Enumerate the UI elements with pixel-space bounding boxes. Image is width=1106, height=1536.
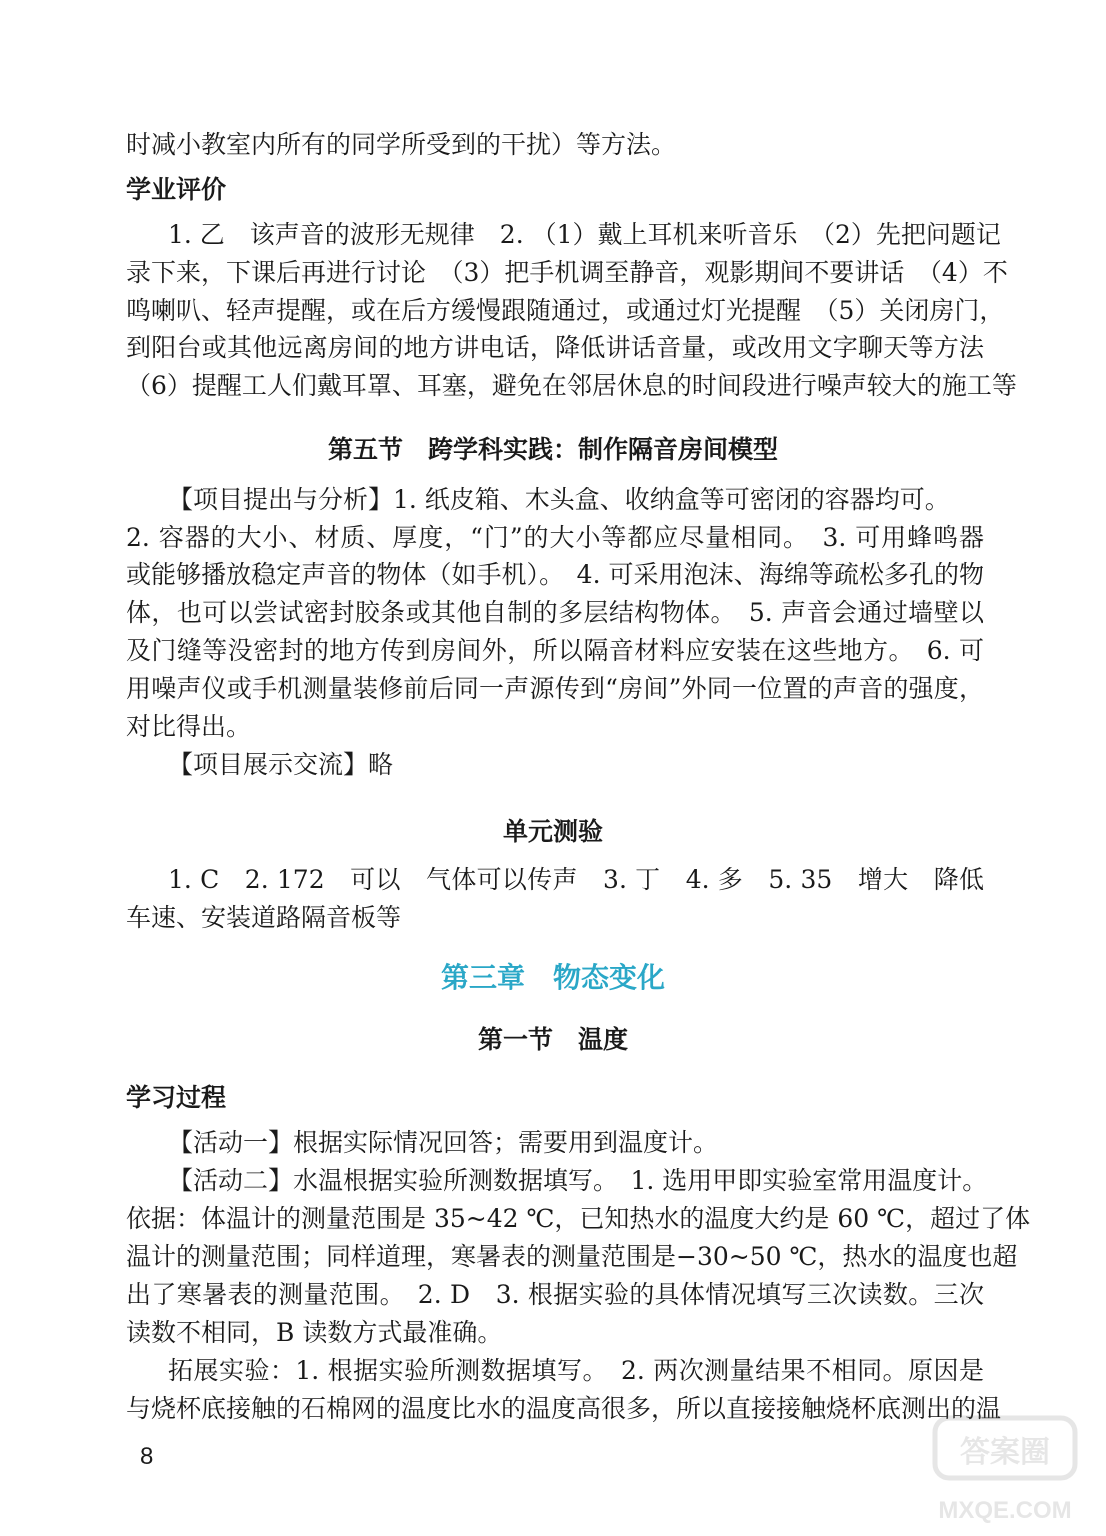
paragraph-line: 用噪声仪或手机测量装修前后同一声源传到“房间”外同一位置的声音的强度，: [126, 674, 984, 703]
paragraph-line: 或能够播放稳定声音的物体（如手机）。 4. 可采用泡沫、海绵等疏松多孔的物: [126, 560, 984, 589]
watermark-logo: [930, 1410, 1080, 1530]
watermark-logo-text: 答案圈: [960, 1436, 1050, 1469]
paragraph-line: 读数不相同，B 读数方式最准确。: [126, 1318, 503, 1347]
paragraph-line: 到阳台或其他远离房间的地方讲电话，降低讲话音量，或改用文字聊天等方法: [126, 333, 984, 362]
paragraph-line: 鸣喇叭、轻声提醒，或在后方缓慢跟随通过，或通过灯光提醒 （5）关闭房门，: [126, 296, 1005, 325]
paragraph-line: 【活动二】水温根据实验所测数据填写。 1. 选用甲即实验室常用温度计。: [168, 1166, 988, 1195]
paragraph-line: 1. C 2. 172 可以 气体可以传声 3. 丁 4. 多 5. 35 增大 降低: [168, 865, 984, 894]
paragraph-line: 1. 乙 该声音的波形无规律 2. （1）戴上耳机来听音乐 （2）先把问题记: [168, 220, 1001, 249]
paragraph-line: 体，也可以尝试密封胶条或其他自制的多层结构物体。 5. 声音会通过墙壁以: [126, 598, 984, 627]
paragraph-line: （6）提醒工人们戴耳罩、耳塞，避免在邻居休息的时间段进行噪声较大的施工等: [126, 371, 1017, 400]
paragraph-line: 车速、安装道路隔音板等: [126, 903, 402, 932]
paragraph-line: 拓展实验：1. 根据实验所测数据填写。 2. 两次测量结果不相同。原因是: [168, 1356, 984, 1385]
paragraph-line: 【项目展示交流】略: [168, 750, 394, 779]
unit-test-title: 单元测验: [502, 817, 603, 846]
paragraph-line: 时减小教室内所有的同学所受到的干扰）等方法。: [126, 130, 677, 159]
paragraph-line: 出了寒暑表的测量范围。 2. D 3. 根据实验的具体情况填写三次读数。三次: [126, 1280, 984, 1309]
chapter-title: 第三章 物态变化: [440, 961, 665, 994]
page-number: 8: [140, 1443, 154, 1470]
section-title-5: 第五节 跨学科实践：制作隔音房间模型: [327, 435, 778, 464]
paragraph-line: 【活动一】根据实际情况回答；需要用到温度计。: [168, 1128, 719, 1157]
paragraph-line: 与烧杯底接触的石棉网的温度比水的温度高很多，所以直接接触烧杯底测出的温: [126, 1394, 1002, 1423]
section-heading-academic-evaluation: 学业评价: [126, 175, 227, 204]
paragraph-line: 录下来，下课后再进行讨论 （3）把手机调至静音，观影期间不要讲话 （4）不: [126, 258, 1008, 287]
section-heading-learning-process: 学习过程: [126, 1083, 227, 1112]
section-title-1: 第一节 温度: [477, 1025, 628, 1054]
paragraph-line: 【项目提出与分析】1. 纸皮箱、木头盒、收纳盒等可密闭的容器均可。: [168, 485, 950, 514]
paragraph-line: 2. 容器的大小、材质、厚度，“门”的大小等都应尽量相同。 3. 可用蜂鸣器: [126, 523, 984, 552]
paragraph-line: 依据：体温计的测量范围是 35~42 ℃，已知热水的温度大约是 60 ℃，超过了体: [126, 1204, 1031, 1233]
paragraph-line: 及门缝等没密封的地方传到房间外，所以隔音材料应安装在这些地方。 6. 可: [126, 636, 984, 665]
paragraph-line: 温计的测量范围；同样道理，寒暑表的测量范围是−30~50 ℃，热水的温度也超: [126, 1242, 1018, 1271]
paragraph-line: 对比得出。: [126, 712, 252, 741]
watermark-url: MXQE.COM: [938, 1497, 1072, 1524]
